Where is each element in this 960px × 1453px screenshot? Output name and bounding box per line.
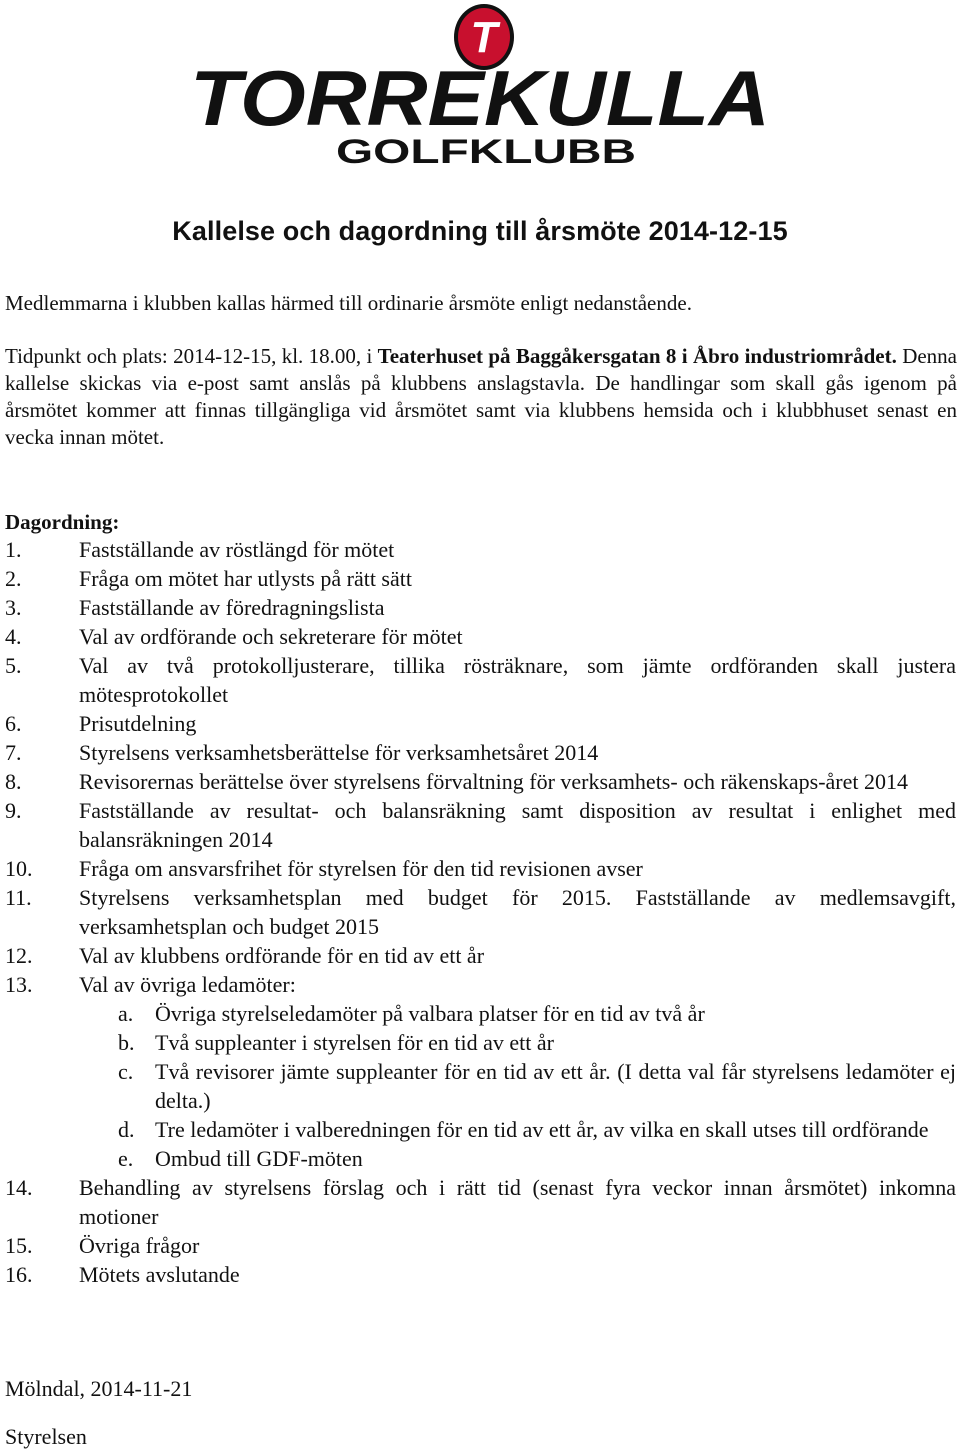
agenda-item-12 xyxy=(0,941,960,970)
agenda-item-number: 6. xyxy=(5,711,22,736)
agenda-item-5 xyxy=(0,651,960,709)
agenda-item-2 xyxy=(0,564,960,593)
agenda-item-number: 16. xyxy=(5,1262,33,1287)
agenda-item-15 xyxy=(0,1231,960,1260)
agenda-item-number: 5. xyxy=(5,653,22,678)
agenda-subitem-letter: d. xyxy=(118,1117,135,1142)
agenda-item-text: Mötets avslutande xyxy=(79,1262,240,1287)
agenda-subitem-text: Tre ledamöter i valberedningen för en tid av ett år, av vilka en skall utses till ordförande xyxy=(155,1117,929,1142)
agenda-item-text: Styrelsens verksamhetsplan med budget för 2015. Fastställande av medlemsavgift, verksamhetsplan och budget 2015 xyxy=(79,885,956,939)
document-title: Kallelse och dagordning till årsmöte 2014-12-15 xyxy=(172,216,788,246)
agenda-item-text: Prisutdelning xyxy=(79,711,197,736)
agenda-subitem-a xyxy=(0,999,960,1028)
badge-letter: T xyxy=(470,13,498,62)
agenda-item-text: Fastställande av röstlängd för mötet xyxy=(79,537,395,562)
agenda-subitem-d xyxy=(0,1115,960,1144)
agenda-item-number: 1. xyxy=(5,537,22,562)
agenda-subitem-c xyxy=(0,1057,960,1115)
info-text: Tidpunkt och plats: 2014-12-15, kl. 18.00, i xyxy=(5,344,378,368)
agenda-item-number: 7. xyxy=(5,740,22,765)
agenda-item-text: Val av klubbens ordförande för en tid av ett år xyxy=(79,943,485,968)
place-and-date: Mölndal, 2014-11-21 xyxy=(5,1376,193,1401)
agenda-item-number: 2. xyxy=(5,566,22,591)
agenda-item-16 xyxy=(0,1260,960,1289)
agenda-item-8 xyxy=(0,767,960,796)
agenda-item-1 xyxy=(0,535,960,564)
agenda-subitem-b xyxy=(0,1028,960,1057)
club-logo xyxy=(0,0,960,175)
agenda-item-3 xyxy=(0,593,960,622)
agenda-item-text: Styrelsens verksamhetsberättelse för verksamhetsåret 2014 xyxy=(79,740,599,765)
agenda-subitem-text: Två suppleanter i styrelsen för en tid av ett år xyxy=(155,1030,554,1055)
logo-wordmark: TORREKULLA xyxy=(190,54,770,142)
agenda-item-10 xyxy=(0,854,960,883)
agenda-item-4 xyxy=(0,622,960,651)
agenda-item-14 xyxy=(0,1173,960,1231)
venue-text: Teaterhuset på Baggåkersgatan 8 i Åbro industriområdet. xyxy=(377,344,897,368)
agenda-item-text: Fråga om ansvarsfrihet för styrelsen för den tid revisionen avser xyxy=(79,856,643,881)
agenda-item-13 xyxy=(0,970,960,999)
agenda-subitem-text: Två revisorer jämte suppleanter för en tid av ett år. (I detta val får styrelsens ledamöter ej delta.) xyxy=(155,1059,956,1113)
meeting-info-paragraph xyxy=(5,343,957,451)
agenda-subitem-letter: b. xyxy=(118,1030,135,1055)
agenda-item-number: 9. xyxy=(5,798,22,823)
agenda-item-number: 4. xyxy=(5,624,22,649)
agenda-subitem-letter: e. xyxy=(118,1146,134,1171)
agenda-item-6 xyxy=(0,709,960,738)
agenda-item-text: Fråga om mötet har utlysts på rätt sätt xyxy=(79,566,412,591)
info-text-continued: Denna kallelse skickas via e-post samt anslås på klubbens anslagstavla. De handlingar som skall gås igenom på årsmötet kommer att finnas tillgängliga vid årsmötet samt via klubbens hemsida och i klubbhuset senast en vecka innan mötet. xyxy=(5,344,957,449)
agenda-item-text: Behandling av styrelsens förslag och i rätt tid (senast fyra veckor innan årsmötet) inkomna motioner xyxy=(79,1175,956,1229)
agenda-item-text: Val av två protokolljusterare, tillika rösträknare, som jämte ordföranden skall justera mötesprotokollet xyxy=(79,653,956,707)
agenda-item-text: Val av övriga ledamöter: xyxy=(79,972,296,997)
agenda-subitem-text: Övriga styrelseledamöter på valbara platser för en tid av två år xyxy=(155,1001,705,1026)
agenda-subitem-e xyxy=(0,1144,960,1173)
agenda-item-9 xyxy=(0,796,960,854)
agenda-item-number: 12. xyxy=(5,943,33,968)
agenda-heading: Dagordning: xyxy=(5,510,120,534)
agenda-item-text: Fastställande av föredragningslista xyxy=(79,595,385,620)
agenda-item-number: 8. xyxy=(5,769,22,794)
agenda-item-text: Fastställande av resultat- och balansräkning samt disposition av resultat i enlighet med balansräkningen 2014 xyxy=(79,798,956,852)
agenda-item-number: 15. xyxy=(5,1233,33,1258)
intro-paragraph: Medlemmarna i klubben kallas härmed till ordinarie årsmöte enligt nedanstående. xyxy=(5,291,692,315)
agenda-subitem-letter: c. xyxy=(118,1059,134,1084)
torrekulla-logo-graphic xyxy=(0,0,960,175)
agenda-subitem-text: Ombud till GDF-möten xyxy=(155,1146,363,1171)
agenda-item-number: 13. xyxy=(5,972,33,997)
agenda-item-number: 10. xyxy=(5,856,33,881)
logo-subtitle: GOLFKLUBB xyxy=(336,133,636,171)
agenda-item-text: Val av ordförande och sekreterare för mötet xyxy=(79,624,463,649)
agenda-item-text: Revisorernas berättelse över styrelsens förvaltning för verksamhets- och räkenskaps-året 2014 xyxy=(79,769,908,794)
agenda-item-text: Övriga frågor xyxy=(79,1233,200,1258)
agenda-item-7 xyxy=(0,738,960,767)
agenda-list xyxy=(0,535,960,1289)
agenda-item-number: 11. xyxy=(5,885,32,910)
agenda-subitem-letter: a. xyxy=(118,1001,134,1026)
agenda-item-number: 14. xyxy=(5,1175,33,1200)
agenda-item-number: 3. xyxy=(5,595,22,620)
signature: Styrelsen xyxy=(5,1424,87,1449)
agenda-item-11 xyxy=(0,883,960,941)
